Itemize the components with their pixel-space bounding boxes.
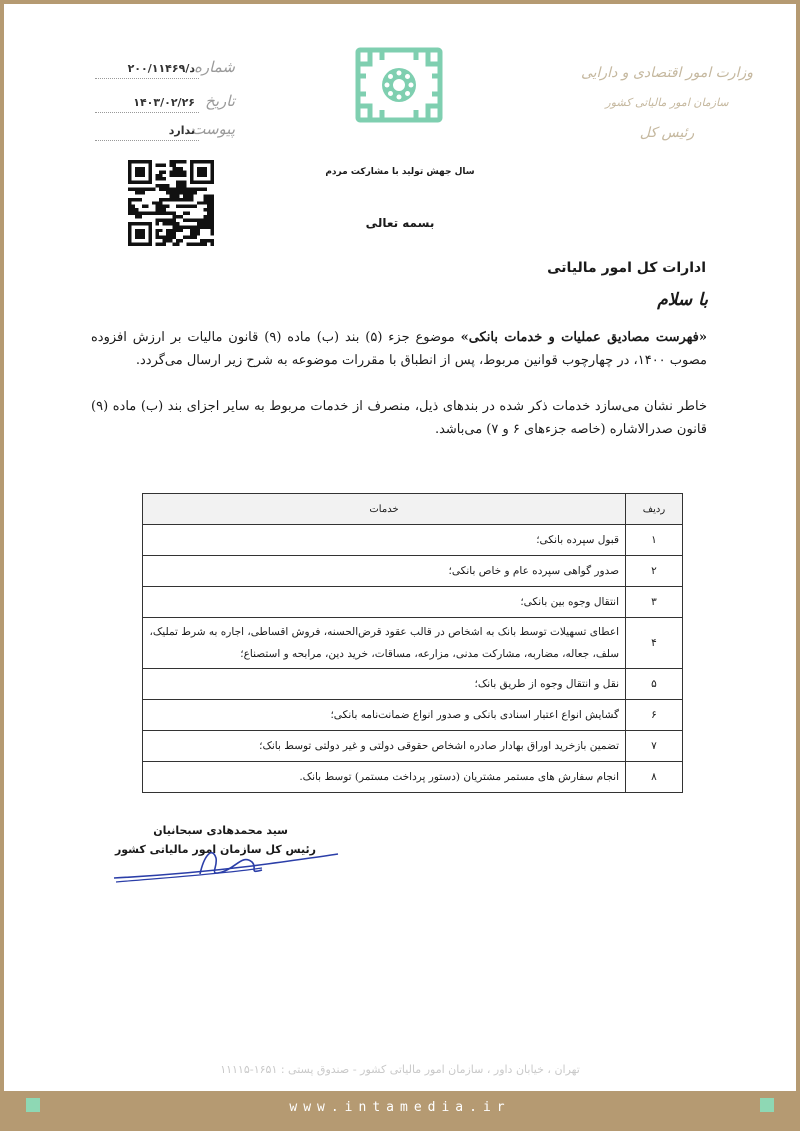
column-header-row-number: ردیف xyxy=(626,494,683,525)
service-text: قبول سپرده بانکی؛ xyxy=(143,525,626,556)
row-number: ۵ xyxy=(626,669,683,700)
service-text: تضمین بازخرید اوراق بهادار صادره اشخاص حقوقی دولتی و غیر دولتی توسط بانک؛ xyxy=(143,731,626,762)
list-title: «فهرست مصادیق عملیات و خدمات بانکی» xyxy=(460,330,707,345)
service-text: نقل و انتقال وجوه از طریق بانک؛ xyxy=(143,669,626,700)
organization-name: سازمان امور مالیاتی کشور xyxy=(605,96,729,109)
number-dotted-line xyxy=(95,78,199,79)
footer-address: تهران ، خیابان داور ، سازمان امور مالیاتی کشور - صندوق پستی : ۱۶۵۱-۱۱۱۱۵ xyxy=(220,1063,580,1076)
year-slogan: سال جهش تولید با مشارکت مردم xyxy=(325,167,475,177)
service-text: اعطای تسهیلات توسط بانک به اشخاص در قالب عقود قرض‌الحسنه، فروش اقساطی، اجاره به شرط تملیک، سلف، جعاله، مضاربه، مشارکت مدنی، مزارعه، مساقات، خرید دین، مرابحه و استصناع؛ xyxy=(143,618,626,669)
table-row xyxy=(143,700,683,731)
attachment-label: پیوست xyxy=(191,120,235,138)
attachment-dotted-line xyxy=(95,140,199,141)
handwritten-signature xyxy=(112,836,342,886)
column-header-services: خدمات xyxy=(143,494,626,525)
signatory-name: سید محمدهادی سبحانیان xyxy=(153,824,288,837)
table-row xyxy=(143,618,683,669)
row-number: ۱ xyxy=(626,525,683,556)
paragraph-2: خاطر نشان می‌سازد خدمات ذکر شده در بندهای ذیل، منصرف از خدمات مربوط به سایر اجزای بند (ب) ماده (۹) قانون صدرالاشاره (خاصه جزءهای ۶ و ۷) می‌باشد. xyxy=(91,399,707,437)
paragraph-1-text: موضوع جزء (۵) بند (ب) ماده (۹) قانون مالیات بر ارزش افزوده مصوب ۱۴۰۰، در چهارچوب قوانین مربوط، پس از انطباق با مقررات موضوعه به شرح زیر ارسال می‌گردد. xyxy=(91,330,707,368)
row-number: ۸ xyxy=(626,762,683,793)
bismillah: بسمه تعالی xyxy=(365,216,435,230)
ministry-name: وزارت امور اقتصادی و دارایی xyxy=(580,65,754,81)
head-title: رئیس کل xyxy=(639,125,695,141)
row-number: ۳ xyxy=(626,587,683,618)
row-number: ۷ xyxy=(626,731,683,762)
number-value: د/۲۰۰/۱۱۴۶۹ xyxy=(127,62,195,75)
table-row xyxy=(143,731,683,762)
row-number: ۴ xyxy=(626,618,683,669)
tax-organization-emblem xyxy=(352,46,446,124)
greeting: با سلام xyxy=(657,290,708,310)
service-text: انتقال وجوه بین بانکی؛ xyxy=(143,587,626,618)
ministry-header xyxy=(572,58,762,148)
table-row xyxy=(143,556,683,587)
service-text: صدور گواهی سپرده عام و خاص بانکی؛ xyxy=(143,556,626,587)
service-text: انجام سفارش های مستمر مشتریان (دستور پرداخت مستمر) توسط بانک. xyxy=(143,762,626,793)
row-number: ۲ xyxy=(626,556,683,587)
footer-website: www.intamedia.ir xyxy=(289,1100,511,1115)
table-row xyxy=(143,525,683,556)
attachment-value: ندارد xyxy=(168,124,195,137)
service-text: گشایش انواع اعتبار اسنادی بانکی و صدور انواع ضمانت‌نامه بانکی؛ xyxy=(143,700,626,731)
date-label: تاریخ xyxy=(205,92,235,110)
date-dotted-line xyxy=(95,112,199,113)
row-number: ۶ xyxy=(626,700,683,731)
table-row xyxy=(143,762,683,793)
signatory-title: رئیس کل سازمان امور مالیاتی کشور xyxy=(114,843,316,856)
table-row xyxy=(143,669,683,700)
recipient: ادارات کل امور مالیاتی xyxy=(547,260,706,276)
number-label: شماره xyxy=(194,58,235,76)
paragraph-1 xyxy=(91,327,707,372)
table-header-row xyxy=(143,494,683,525)
services-table xyxy=(142,493,683,793)
qr-code xyxy=(121,160,221,246)
date-value: ۱۴۰۳/۰۲/۲۶ xyxy=(133,96,195,109)
table-row xyxy=(143,587,683,618)
